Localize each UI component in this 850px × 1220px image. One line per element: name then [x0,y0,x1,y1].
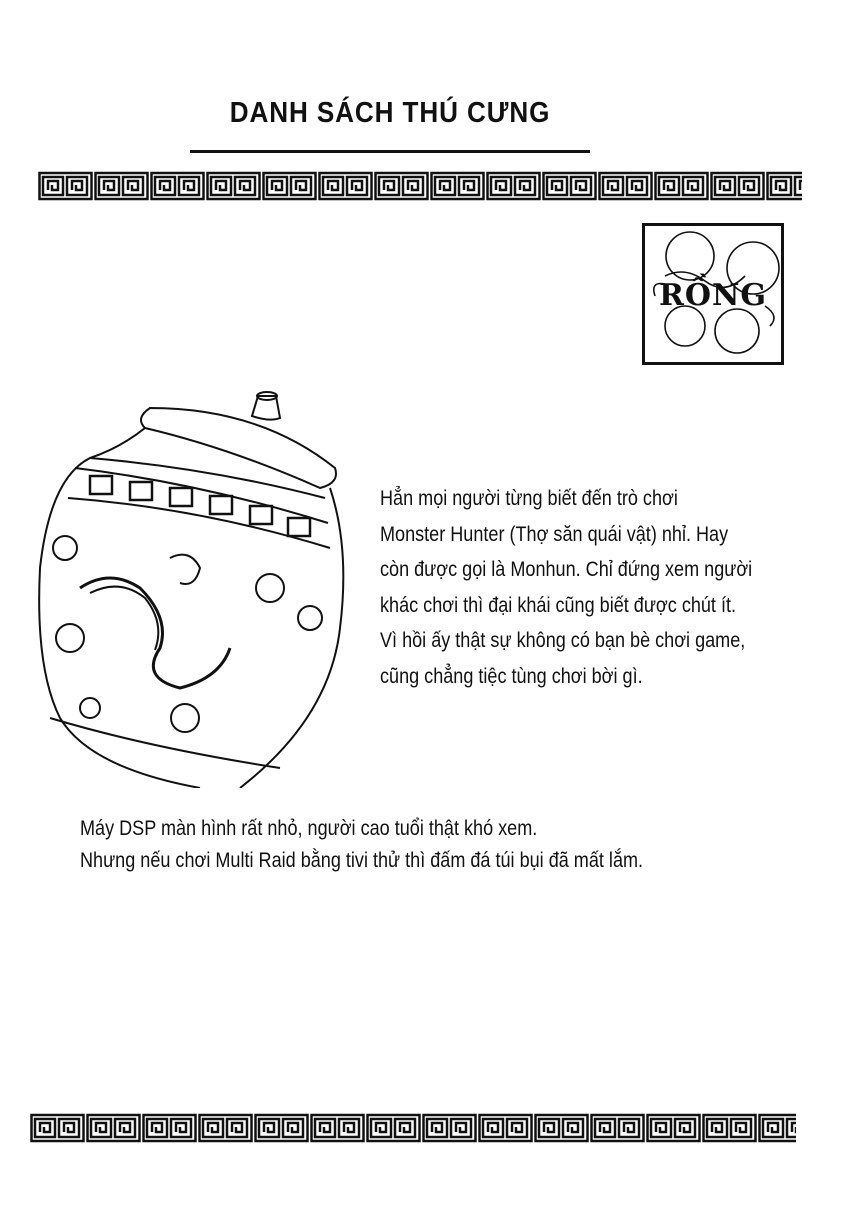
page-title: DANH SÁCH THÚ CƯNG [229,97,551,129]
dragon-stamp [642,223,784,365]
text-line: cũng chẳng tiệc tùng chơi bời gì. [380,664,643,688]
text-line: Vì hồi ấy thật sự không có bạn bè chơi game, [380,629,746,652]
text-line: còn được gọi là Monhun. Chỉ đứng xem người [380,558,753,581]
paragraph-monster-hunter [380,481,752,694]
greek-key-border-top [38,170,802,202]
text-line: Monster Hunter (Thợ săn quái vật) nhỉ. Hay [380,522,729,546]
paragraph-dsp [80,813,643,877]
dragon-jar-illustration [30,388,350,788]
text-line: Hẳn mọi người từng biết đến trò chơi [380,487,678,510]
text-line: Nhưng nếu chơi Multi Raid bằng tivi thử thì đấm đá túi bụi đã mất lắm. [80,849,644,872]
text-line: khác chơi thì đại khái cũng biết được chút ít. [380,593,737,617]
text-line: Máy DSP màn hình rất nhỏ, người cao tuổi thật khó xem. [80,817,538,840]
stamp-label: RỒNG [658,278,768,313]
greek-key-border-bottom [30,1112,796,1144]
title-underline [190,150,590,153]
